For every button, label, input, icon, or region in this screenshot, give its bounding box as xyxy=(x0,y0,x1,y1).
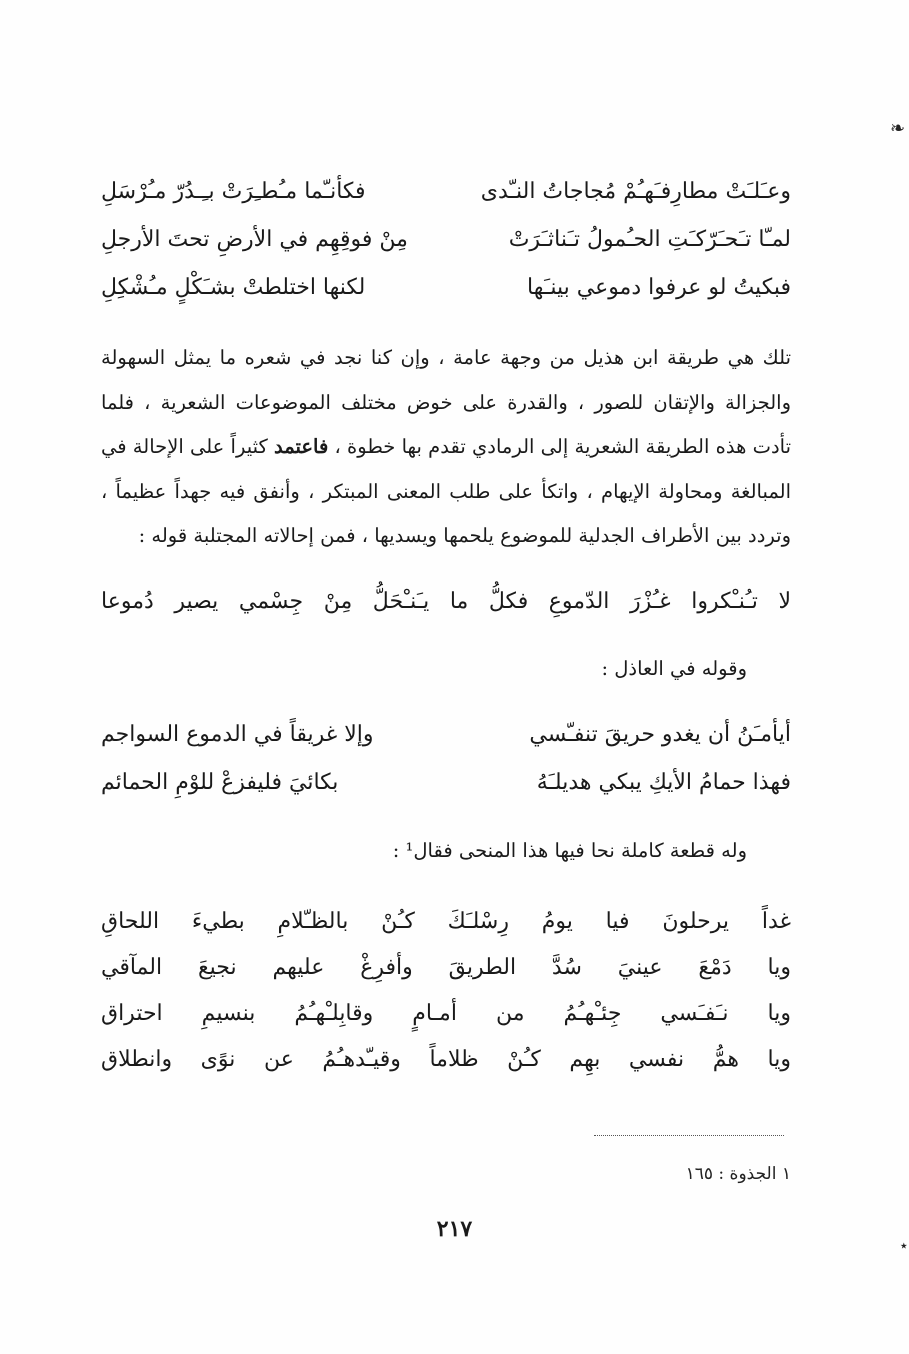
verse-line: غداً يرحلونَ فيا يومُ رِسْلـَكَ كـُنْ بالظـّلامِ بطيءَ اللحاقِ xyxy=(101,908,791,934)
footnote-separator xyxy=(594,1135,784,1136)
second-hemistich: وإلا غريقاً في الدموع السواجم xyxy=(101,721,374,747)
verse-block-1 xyxy=(101,168,791,312)
second-hemistich: فكأنـّما مـُطـِرَتْ بـِـدُرّ مـُرْسَلِ xyxy=(101,179,366,204)
verse-line xyxy=(101,711,791,759)
paragraph-bold-word: فاعتمد xyxy=(273,435,329,458)
paragraph-text-rest: كثيراً على الإحالة في المبالغة ومحاولة الإيهام ، واتكأ على طلب المعنى المبتكر ، وأنفق فيه جهداً عظيماً ، وتردد بين الأطراف الجدلية للموضوع يلحمها ويسديها ، فمن إحالاته المجتلبة قوله : xyxy=(101,435,791,547)
verse-block-2 xyxy=(101,711,791,807)
verse-line xyxy=(101,759,791,807)
first-hemistich: أيأمـَنُ أن يغدو حريقَ تنفـّسي xyxy=(529,721,791,747)
paragraph-text: تلك هي طريقة ابن هذيل من وجهة عامة ، وإن كنا نجد في شعره ما يمثل السهولة والجزالة والإتقان للصور ، والقدرة على خوض مختلف الموضوعات الشعرية ، فلما تأدت هذه الطريقة الشعرية إلى الرمادي تقدم بها خطوة ، xyxy=(101,346,791,458)
edge-mark: ٭ xyxy=(900,1238,908,1254)
second-hemistich: لكنها اختلطتْ بشـَكْلٍ مـُشْكِلِ xyxy=(101,275,366,300)
verse-line xyxy=(101,168,791,216)
first-hemistich: لمـّا تـَحـَرّكـَتِ الحـُمولُ تـَناثـَرَتْ xyxy=(508,227,791,252)
second-hemistich: مِنْ فوقِهِم في الأرضِ تحتَ الأرجلِ xyxy=(101,227,408,252)
page-number: ٢١٧ xyxy=(436,1216,473,1242)
verse-line: ويا نـَفـَسي جِئـْهـُمُ من أمـامٍ وقابِلـْهـُمُ بنسيمِ احتراق xyxy=(101,1000,791,1026)
verse-line xyxy=(101,264,791,312)
verse-line xyxy=(101,216,791,264)
verse-line: ويا دَمْعَ عينيَ سُدَّ الطريقَ وأفرِغْ عليهم نجيعَ المآقي xyxy=(101,954,791,980)
single-verse: لا تـُنـْكروا غـُزْرَ الدّموعِ فكلُّ ما يـَنـْحَلُّ مِنْ جِسْمي يصير دُموعا xyxy=(101,588,791,614)
first-hemistich: فهذا حمامُ الأيكِ يبكي هديلـَهُ xyxy=(536,769,791,795)
first-hemistich: فبكيتُ لو عرفوا دموعي بينـَها xyxy=(527,275,791,300)
intro-line: وقوله في العاذل : xyxy=(601,656,747,680)
first-hemistich: وعـَلـَتْ مطارِفـَهـُمْ مُجاجاتُ النـّدى xyxy=(480,179,791,204)
intro-line: وله قطعة كاملة نحا فيها هذا المنحى فقال¹ : xyxy=(392,838,747,862)
corner-mark: ❧ xyxy=(890,118,906,139)
footnote: ١ الجذوة : ١٦٥ xyxy=(685,1164,791,1184)
verse-line: ويا همُّ نفسي بهِم كـُنْ ظلاماً وقيـّدهـُمُ عن نوًى وانطلاق xyxy=(101,1046,791,1072)
second-hemistich: بكائيَ فليفزعْ للوْمِ الحمائم xyxy=(101,769,339,795)
body-paragraph xyxy=(101,336,791,559)
verse-block-3 xyxy=(101,899,791,1083)
main-content xyxy=(101,168,791,1083)
